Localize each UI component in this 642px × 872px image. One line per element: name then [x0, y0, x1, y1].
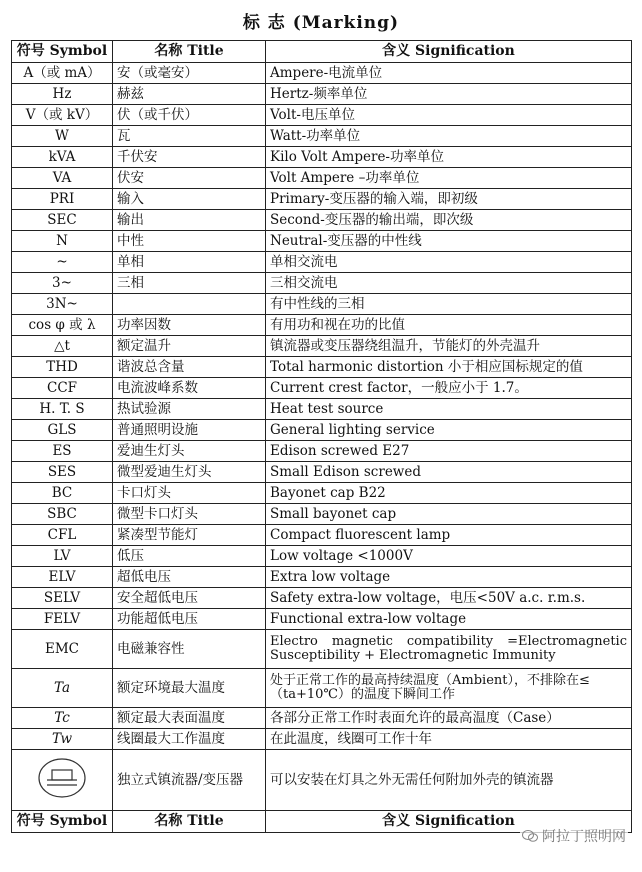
cell-symbol: LV	[12, 546, 113, 567]
cell-name: 单相	[113, 252, 266, 273]
cell-symbol: ~	[12, 252, 113, 273]
table-row	[12, 294, 632, 315]
table-row	[12, 609, 632, 630]
cell-name: 伏（或千伏）	[113, 105, 266, 126]
cell-symbol: EMC	[12, 630, 113, 669]
cell-signification: General lighting service	[266, 420, 632, 441]
table-row	[12, 63, 632, 84]
table-row	[12, 483, 632, 504]
cell-name: 输入	[113, 189, 266, 210]
table-row	[12, 357, 632, 378]
cell-symbol: SBC	[12, 504, 113, 525]
cell-symbol: SEC	[12, 210, 113, 231]
cell-symbol: A（或 mA）	[12, 63, 113, 84]
cell-symbol: W	[12, 126, 113, 147]
table-row	[12, 441, 632, 462]
cell-signification: Extra low voltage	[266, 567, 632, 588]
cell-name: 低压	[113, 546, 266, 567]
cell-signification: Kilo Volt Ampere-功率单位	[266, 147, 632, 168]
table-row	[12, 84, 632, 105]
cell-symbol: △t	[12, 336, 113, 357]
cell-name: 卡口灯头	[113, 483, 266, 504]
table-row	[12, 525, 632, 546]
table-row	[12, 462, 632, 483]
cell-name: 电流波峰系数	[113, 378, 266, 399]
cell-name: 电磁兼容性	[113, 630, 266, 669]
cell-signification: Volt Ampere –功率单位	[266, 168, 632, 189]
table-row	[12, 630, 632, 669]
cell-name: 伏安	[113, 168, 266, 189]
cell-name: 千伏安	[113, 147, 266, 168]
header-row	[12, 41, 632, 63]
cell-symbol: Ta	[12, 669, 113, 708]
table-row	[12, 399, 632, 420]
cell-name: 线圈最大工作温度	[113, 729, 266, 750]
cell-name: 功能超低电压	[113, 609, 266, 630]
cell-name: 微型爱迪生灯头	[113, 462, 266, 483]
cell-symbol: Hz	[12, 84, 113, 105]
table-row	[12, 420, 632, 441]
cell-signification: Primary-变压器的输入端，即初级	[266, 189, 632, 210]
cell-name: 额定最大表面温度	[113, 708, 266, 729]
cell-signification: Total harmonic distortion 小于相应国标规定的值	[266, 357, 632, 378]
cell-symbol: BC	[12, 483, 113, 504]
footer-symbol: 符号 Symbol	[12, 811, 113, 833]
table-row	[12, 750, 632, 811]
table-row	[12, 708, 632, 729]
table-row	[12, 273, 632, 294]
cell-name: 热试验源	[113, 399, 266, 420]
cell-signification: 镇流器或变压器绕组温升，节能灯的外壳温升	[266, 336, 632, 357]
table-row	[12, 189, 632, 210]
cell-name: 三相	[113, 273, 266, 294]
table-row	[12, 168, 632, 189]
table-row	[12, 378, 632, 399]
table-row	[12, 231, 632, 252]
cell-signification: Heat test source	[266, 399, 632, 420]
cell-name: 紧凑型节能灯	[113, 525, 266, 546]
table-row	[12, 729, 632, 750]
cell-name: 谐波总含量	[113, 357, 266, 378]
cell-symbol: SELV	[12, 588, 113, 609]
header-symbol: 符号 Symbol	[12, 41, 113, 63]
cell-name: 输出	[113, 210, 266, 231]
cell-symbol: ES	[12, 441, 113, 462]
cell-symbol	[12, 750, 113, 811]
cell-signification: 在此温度，线圈可工作十年	[266, 729, 632, 750]
cell-symbol: 3N~	[12, 294, 113, 315]
table-row	[12, 669, 632, 708]
cell-signification: 单相交流电	[266, 252, 632, 273]
cell-symbol: H. T. S	[12, 399, 113, 420]
cell-symbol: ELV	[12, 567, 113, 588]
table-row	[12, 210, 632, 231]
cell-signification: Current crest factor，一般应小于 1.7。	[266, 378, 632, 399]
cell-symbol: N	[12, 231, 113, 252]
watermark-text: 阿拉丁照明网	[542, 829, 626, 845]
cell-symbol: CFL	[12, 525, 113, 546]
cell-name: 安全超低电压	[113, 588, 266, 609]
cell-symbol: cos φ 或 λ	[12, 315, 113, 336]
cell-signification: Small bayonet cap	[266, 504, 632, 525]
cell-signification: Compact fluorescent lamp	[266, 525, 632, 546]
cell-symbol: kVA	[12, 147, 113, 168]
cell-signification: Low voltage <1000V	[266, 546, 632, 567]
cell-symbol: VA	[12, 168, 113, 189]
cell-symbol: Tc	[12, 708, 113, 729]
cell-name: 功率因数	[113, 315, 266, 336]
cell-signification: Second-变压器的输出端，即次级	[266, 210, 632, 231]
table-row	[12, 105, 632, 126]
cell-signification: Functional extra-low voltage	[266, 609, 632, 630]
page-title: 标 志 (Marking)	[242, 13, 400, 33]
cell-symbol: PRI	[12, 189, 113, 210]
cell-name: 额定环境最大温度	[113, 669, 266, 708]
independent-ballast-symbol-icon	[35, 756, 89, 800]
header-signification: 含义 Signification	[266, 41, 632, 63]
cell-signification: Neutral-变压器的中性线	[266, 231, 632, 252]
watermark	[520, 826, 628, 846]
cell-name: 安（或毫安）	[113, 63, 266, 84]
table-row	[12, 588, 632, 609]
header-name: 名称 Title	[113, 41, 266, 63]
cell-signification: 可以安装在灯具之外无需任何附加外壳的镇流器	[266, 750, 632, 811]
cell-symbol: FELV	[12, 609, 113, 630]
cell-signification: 三相交流电	[266, 273, 632, 294]
table-row	[12, 567, 632, 588]
cell-name: 普通照明设施	[113, 420, 266, 441]
cell-signification: 各部分正常工作时表面允许的最高温度（Case）	[266, 708, 632, 729]
cell-name	[113, 294, 266, 315]
cell-name: 超低电压	[113, 567, 266, 588]
cell-name: 额定温升	[113, 336, 266, 357]
cell-symbol: GLS	[12, 420, 113, 441]
table-row	[12, 546, 632, 567]
cell-name: 中性	[113, 231, 266, 252]
wechat-icon	[522, 830, 538, 842]
cell-signification: Safety extra-low voltage，电压<50V a.c. r.m.s.	[266, 588, 632, 609]
table-row	[12, 126, 632, 147]
footer-signification: 含义 Signification	[266, 811, 632, 833]
cell-signification: 有用功和视在功的比值	[266, 315, 632, 336]
cell-symbol: THD	[12, 357, 113, 378]
cell-symbol: Tw	[12, 729, 113, 750]
cell-signification: Volt-电压单位	[266, 105, 632, 126]
cell-signification: 有中性线的三相	[266, 294, 632, 315]
cell-name: 爱迪生灯头	[113, 441, 266, 462]
cell-name: 独立式镇流器/变压器	[113, 750, 266, 811]
cell-symbol: 3~	[12, 273, 113, 294]
table-row	[12, 504, 632, 525]
table-row	[12, 315, 632, 336]
table-row	[12, 147, 632, 168]
cell-symbol: V（或 kV）	[12, 105, 113, 126]
cell-symbol: SES	[12, 462, 113, 483]
table-row	[12, 336, 632, 357]
cell-signification: Watt-功率单位	[266, 126, 632, 147]
marking-table	[11, 40, 632, 833]
footer-name: 名称 Title	[113, 811, 266, 833]
cell-signification: Edison screwed E27	[266, 441, 632, 462]
cell-signification: Bayonet cap B22	[266, 483, 632, 504]
cell-signification: 处于正常工作的最高持续温度（Ambient），不排除在≤（ta+10℃）的温度下瞬间工作	[266, 669, 632, 708]
cell-name: 微型卡口灯头	[113, 504, 266, 525]
cell-signification: Small Edison screwed	[266, 462, 632, 483]
cell-name: 赫兹	[113, 84, 266, 105]
cell-signification: Electro magnetic compatibility =Electromagnetic Susceptibility + Electromagnetic Immunity	[266, 630, 632, 669]
table-row	[12, 252, 632, 273]
cell-symbol: CCF	[12, 378, 113, 399]
cell-signification: Hertz-频率单位	[266, 84, 632, 105]
cell-name: 瓦	[113, 126, 266, 147]
cell-signification: Ampere-电流单位	[266, 63, 632, 84]
